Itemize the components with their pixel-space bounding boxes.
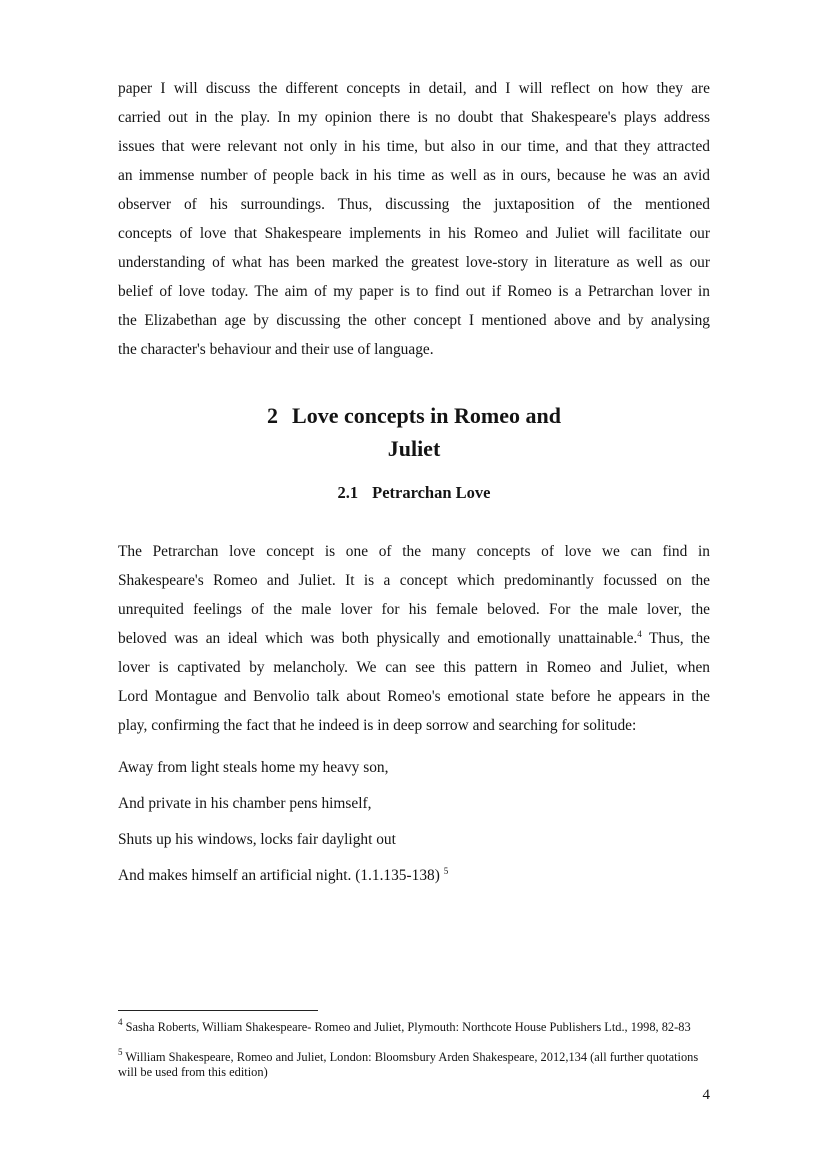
body-paragraph xyxy=(118,537,710,740)
footnote-reference[interactable]: 4 xyxy=(637,629,642,639)
paragraph-line: Shakespeare's Romeo and Juliet. It is a concept which predominantly focussed on the xyxy=(118,572,710,589)
subsection-number: 2.1 xyxy=(337,483,359,502)
paragraph-line: understanding of what has been marked the greatest love-story in literature as well as our xyxy=(118,254,710,271)
footnote xyxy=(118,1017,710,1035)
section-heading xyxy=(0,399,828,432)
paragraph-line: Lord Montague and Benvolio talk about Romeo's emotional state before he appears in the xyxy=(118,688,710,705)
paragraph-line: belief of love today. The aim of my paper is to find out if Romeo is a Petrarchan lover in xyxy=(118,283,710,300)
footnote-text: Sasha Roberts, William Shakespeare- Romeo and Juliet, Plymouth: Northcote House Publishers Ltd., 1998, 82-83 xyxy=(122,1020,691,1034)
intro-paragraph xyxy=(118,74,710,364)
paragraph-line: observer of his surroundings. Thus, discussing the juxtaposition of the mentioned xyxy=(118,196,710,213)
paragraph-line: The Petrarchan love concept is one of the many concepts of love we can find in xyxy=(118,543,710,560)
page-number: 4 xyxy=(702,1087,710,1103)
paragraph-line: an immense number of people back in his time as well as in ours, because he was an avid xyxy=(118,167,710,184)
quote-line-with-footnote xyxy=(118,866,448,886)
paragraph-line: play, confirming the fact that he indeed is in deep sorrow and searching for solitude: xyxy=(118,717,637,734)
paragraph-line: carried out in the play. In my opinion there is no doubt that Shakespeare's plays address xyxy=(118,109,710,126)
line-text: beloved was an ideal which was both physically and emotionally unattainable. xyxy=(118,630,638,647)
paragraph-line: the character's behaviour and their use of language. xyxy=(118,341,434,358)
footnote-mark: 4 xyxy=(118,1017,123,1027)
paragraph-line: unrequited feelings of the male lover for his female beloved. For the male lover, the xyxy=(118,601,710,618)
paragraph-line: the Elizabethan age by discussing the other concept I mentioned above and by analysing xyxy=(118,312,710,329)
line-text: Thus, the xyxy=(641,630,710,647)
footnote xyxy=(118,1047,710,1079)
footnote-text: William Shakespeare, Romeo and Juliet, London: Bloomsbury Arden Shakespeare, 2012,134 (all further quotations will be used from this edition) xyxy=(118,1050,699,1079)
footnote-mark: 5 xyxy=(118,1047,123,1057)
section-title-line2: Juliet xyxy=(387,436,441,461)
paragraph-line: issues that were relevant not only in his time, but also in our time, and that they attracted xyxy=(118,138,710,155)
subsection-title: Petrarchan Love xyxy=(372,483,491,502)
paragraph-line: paper I will discuss the different concepts in detail, and I will reflect on how they are xyxy=(118,80,710,97)
quote-line: Shuts up his windows, locks fair daylight out xyxy=(118,831,396,848)
paragraph-line: lover is captivated by melancholy. We can see this pattern in Romeo and Juliet, when xyxy=(118,659,710,676)
paragraph-line: concepts of love that Shakespeare implements in his Romeo and Juliet will facilitate our xyxy=(118,225,710,242)
section-heading-continued xyxy=(0,432,828,465)
quote-line: Away from light steals home my heavy son, xyxy=(118,759,389,776)
footnote-reference[interactable]: 5 xyxy=(443,866,449,876)
subsection-heading xyxy=(0,481,828,505)
quote-text: And makes himself an artificial night. (1.1.135-138) xyxy=(118,867,444,884)
quote-line: And private in his chamber pens himself, xyxy=(118,795,372,812)
paragraph-line-with-footnote xyxy=(118,624,710,653)
section-number: 2 xyxy=(267,403,279,428)
footnote-separator xyxy=(118,1010,318,1011)
section-title-line1: Love concepts in Romeo and xyxy=(292,403,561,428)
